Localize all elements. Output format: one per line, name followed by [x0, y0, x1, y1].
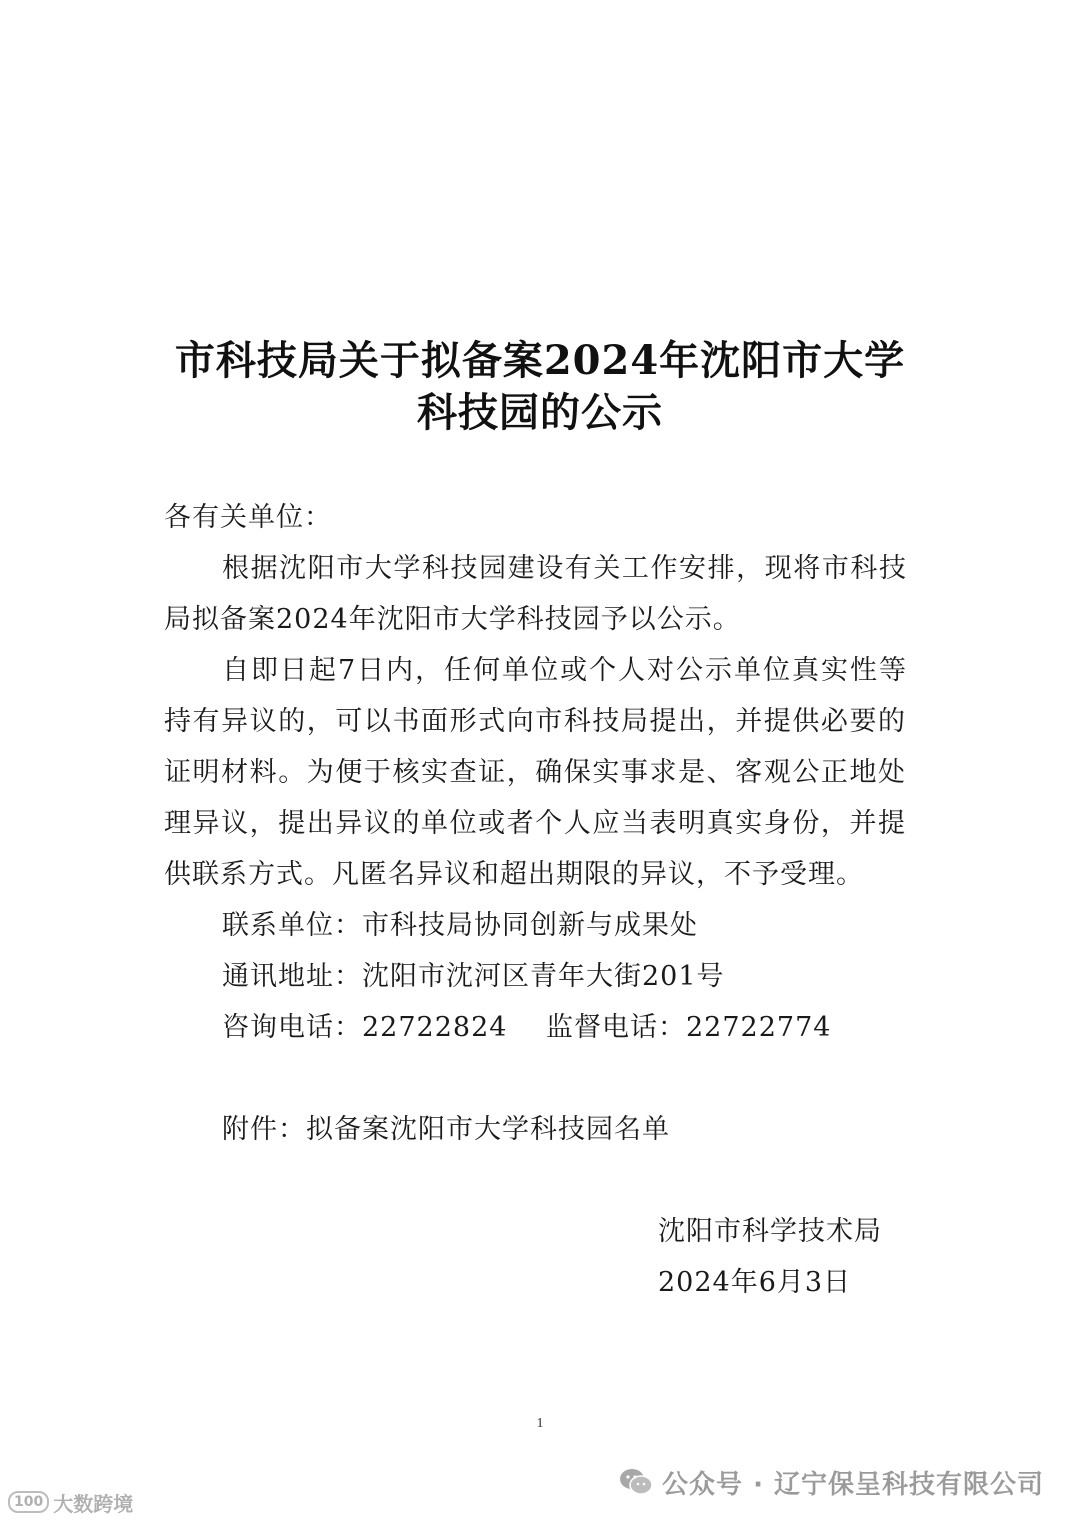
attachment-note: 附件：拟备案沈阳市大学科技园名单: [222, 1114, 670, 1145]
source-watermark-text: 大数跨境: [53, 1491, 134, 1516]
issue-date: 2024年6月3日: [658, 1267, 852, 1298]
source-watermark: [8, 1488, 133, 1516]
page-number: 1: [536, 1416, 544, 1431]
para2-line1: 自即日起7日内，任何单位或个人对公示单位真实性等: [222, 655, 907, 686]
document-title-line2: 科技园的公示: [417, 389, 663, 436]
issuer-name: 沈阳市科学技术局: [658, 1216, 882, 1247]
document-title-line1: 市科技局关于拟备案2024年沈阳市大学: [174, 337, 906, 384]
supervise-phone: 监督电话：22722774: [546, 1012, 832, 1043]
consult-phone: 咨询电话：22722824: [222, 1012, 508, 1043]
source-watermark-badge: 100: [8, 1491, 49, 1513]
para1-line2: 局拟备案2024年沈阳市大学科技园予以公示。: [164, 604, 741, 635]
para2-line3: 证明材料。为便于核实查证，确保实事求是、客观公正地处: [164, 757, 906, 788]
para2-line4: 理异议，提出异议的单位或者个人应当表明真实身份，并提: [164, 808, 906, 839]
mailing-address: 通讯地址：沈阳市沈河区青年大街201号: [222, 961, 725, 992]
para2-line5: 供联系方式。凡匿名异议和超出期限的异议，不予受理。: [164, 859, 864, 890]
wechat-icon: [618, 1466, 654, 1498]
contact-unit: 联系单位：市科技局协同创新与成果处: [222, 910, 698, 941]
wechat-watermark: [618, 1462, 1044, 1502]
para1-line1: 根据沈阳市大学科技园建设有关工作安排，现将市科技: [222, 553, 907, 584]
wechat-watermark-text: 公众号 · 辽宁保呈科技有限公司: [662, 1469, 1044, 1500]
para2-line2: 持有异议的，可以书面形式向市科技局提出，并提供必要的: [164, 706, 906, 737]
salutation: 各有关单位：: [164, 502, 332, 533]
